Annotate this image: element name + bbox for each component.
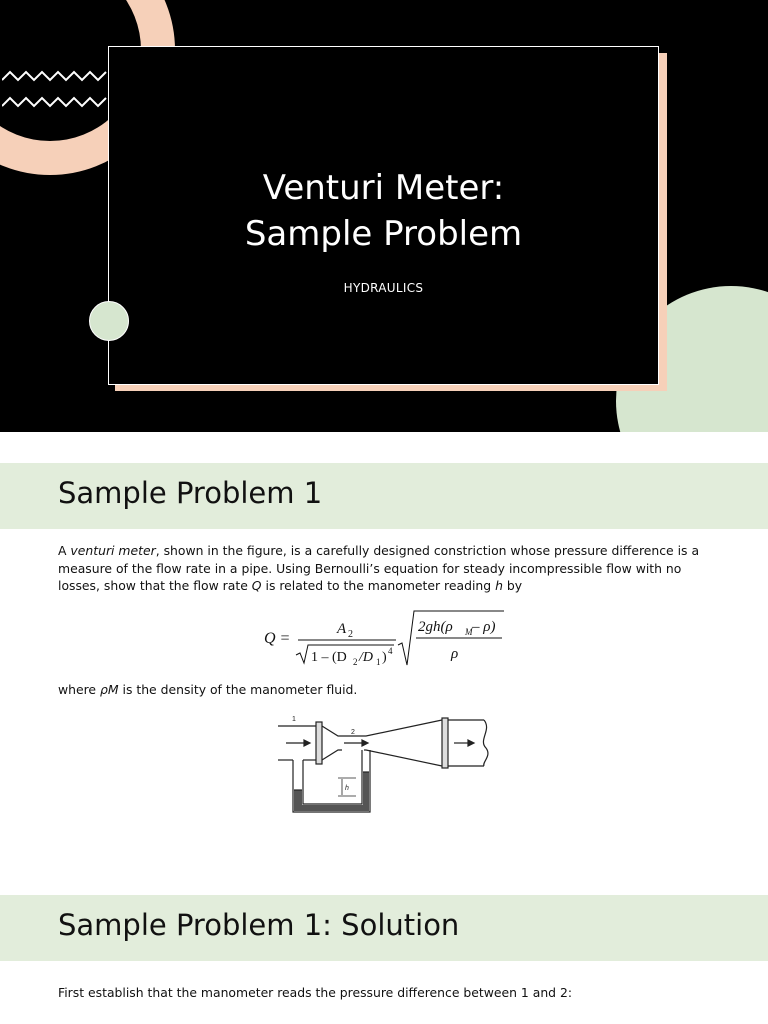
slide-subtitle: HYDRAULICS: [343, 281, 424, 295]
text-run-italic: h: [495, 578, 503, 593]
flow-arrow-head: [468, 740, 474, 746]
text-run-italic: Q: [251, 578, 262, 593]
formula-den-text: 1 – (D: [311, 650, 347, 665]
flow-arrow-head: [362, 740, 368, 746]
solution-heading-band: [0, 895, 768, 961]
text-run: by: [502, 578, 523, 593]
text-run: A: [58, 543, 71, 558]
formula-rad-num-sub: M: [465, 627, 473, 637]
text-run: , shown in the figure, is a carefully designed constriction whose pressure difference is a measure of the flow rate in a pipe. Using Bernoulli’s equation for steady incompressible flow with no losses, show that the flow rate: [58, 543, 700, 593]
mint-dot-decoration: [89, 301, 129, 341]
point-1-label: 1: [292, 716, 296, 723]
point-2-label: 2: [351, 729, 355, 736]
formula-numerator-sub: 2: [348, 629, 353, 640]
text-run: is related to the manometer reading: [261, 578, 496, 593]
problem-heading: Sample Problem 1: [58, 476, 323, 510]
formula-den-exp: 4: [388, 646, 393, 656]
text-run-italic: venturi meter: [70, 543, 156, 558]
slide-title-line2: Sample Problem: [244, 214, 523, 254]
formula-den-close: ): [382, 650, 387, 665]
flow-arrow-head: [304, 740, 310, 746]
text-run: is the density of the manometer fluid.: [118, 682, 358, 697]
problem-heading-band: [0, 463, 768, 529]
formula-numerator: A: [337, 621, 347, 637]
outlet-flange: [442, 718, 448, 768]
formula-den-sub1: 1: [376, 657, 381, 667]
formula-rad-num: 2gh(ρ: [418, 619, 453, 635]
venturi-lower-wall: [364, 750, 442, 766]
pipe-break: [483, 720, 488, 766]
text-run-italic: ρM: [100, 682, 119, 697]
flow-rate-formula: [258, 605, 508, 669]
slide-title-line1: Venturi Meter:: [262, 168, 505, 208]
venturi-meter-diagram: [278, 712, 494, 820]
zigzag-decoration: [2, 66, 107, 116]
formula-lhs: Q =: [264, 630, 291, 647]
text-run: where: [58, 682, 100, 697]
solution-heading: Sample Problem 1: Solution: [58, 908, 460, 942]
formula-den-sub2: 2: [353, 657, 358, 667]
manometer-tube: [293, 750, 370, 812]
inlet-flange: [316, 722, 322, 764]
formula-den-mid: /D: [359, 650, 373, 665]
manometer-fluid: [294, 772, 369, 811]
venturi-lower-wall: [322, 750, 342, 760]
venturi-upper-wall: [322, 720, 442, 736]
slide-title: [108, 165, 659, 257]
density-note: [58, 681, 708, 699]
solution-text: First establish that the manometer reads the pressure difference between 1 and 2:: [58, 985, 573, 1000]
title-slide: [0, 0, 768, 432]
formula-rad-den: ρ: [451, 646, 459, 662]
height-label: h: [345, 785, 349, 792]
problem-statement: [58, 542, 708, 595]
formula-rad-num-tail: – ρ): [472, 619, 496, 635]
